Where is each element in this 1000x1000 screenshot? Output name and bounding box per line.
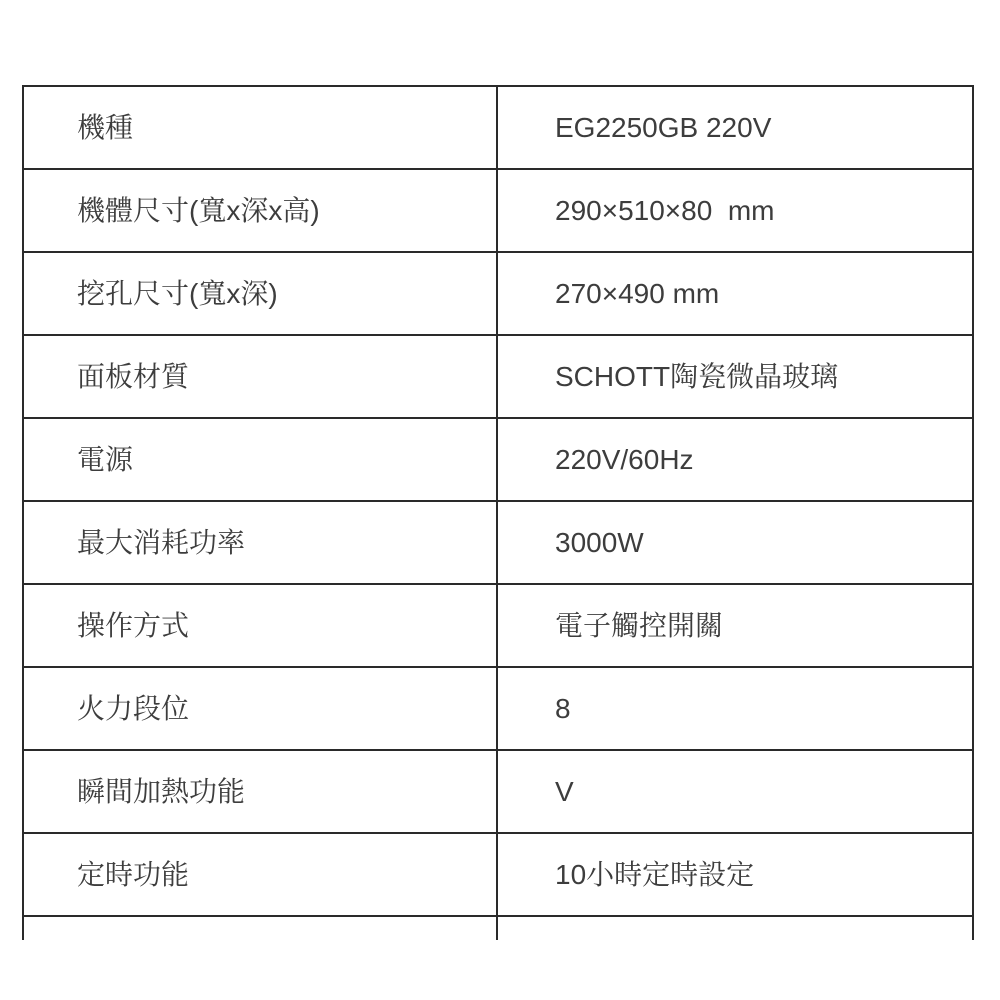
spec-value: 220V/60Hz bbox=[555, 443, 694, 475]
spec-label: 電源 bbox=[24, 419, 498, 500]
spec-label: 火力段位 bbox=[24, 668, 498, 749]
spec-value: 電子觸控開關 bbox=[555, 609, 724, 641]
spec-value: V bbox=[555, 775, 574, 807]
table-row bbox=[24, 419, 972, 502]
table-row bbox=[24, 751, 972, 834]
table-row bbox=[24, 87, 972, 170]
table-row bbox=[24, 917, 972, 940]
table-row bbox=[24, 585, 972, 668]
spec-label: 定時功能 bbox=[24, 834, 498, 915]
spec-value: 10小時定時設定 bbox=[555, 858, 755, 890]
spec-label: 操作方式 bbox=[24, 585, 498, 666]
spec-label: 面板材質 bbox=[24, 336, 498, 417]
spec-value: 290×510×80 mm bbox=[555, 194, 775, 226]
spec-label: 挖孔尺寸(寬x深) bbox=[24, 253, 498, 334]
spec-label: 機種 bbox=[24, 87, 498, 168]
spec-label: 機體尺寸(寬x深x高) bbox=[24, 170, 498, 251]
spec-label: 瞬間加熱功能 bbox=[24, 751, 498, 832]
table-row bbox=[24, 253, 972, 336]
spec-value: 3000W bbox=[555, 526, 644, 558]
spec-value: SCHOTT陶瓷微晶玻璃 bbox=[555, 360, 839, 392]
spec-value: 8 bbox=[555, 692, 571, 724]
table-row bbox=[24, 502, 972, 585]
spec-value: EG2250GB 220V bbox=[555, 111, 772, 143]
spec-table bbox=[22, 85, 974, 940]
table-row bbox=[24, 834, 972, 917]
spec-value: 270×490 mm bbox=[555, 277, 720, 309]
table-row bbox=[24, 170, 972, 253]
table-row bbox=[24, 668, 972, 751]
spec-label bbox=[24, 917, 498, 940]
table-row bbox=[24, 336, 972, 419]
spec-label: 最大消耗功率 bbox=[24, 502, 498, 583]
spec-value bbox=[498, 917, 972, 940]
